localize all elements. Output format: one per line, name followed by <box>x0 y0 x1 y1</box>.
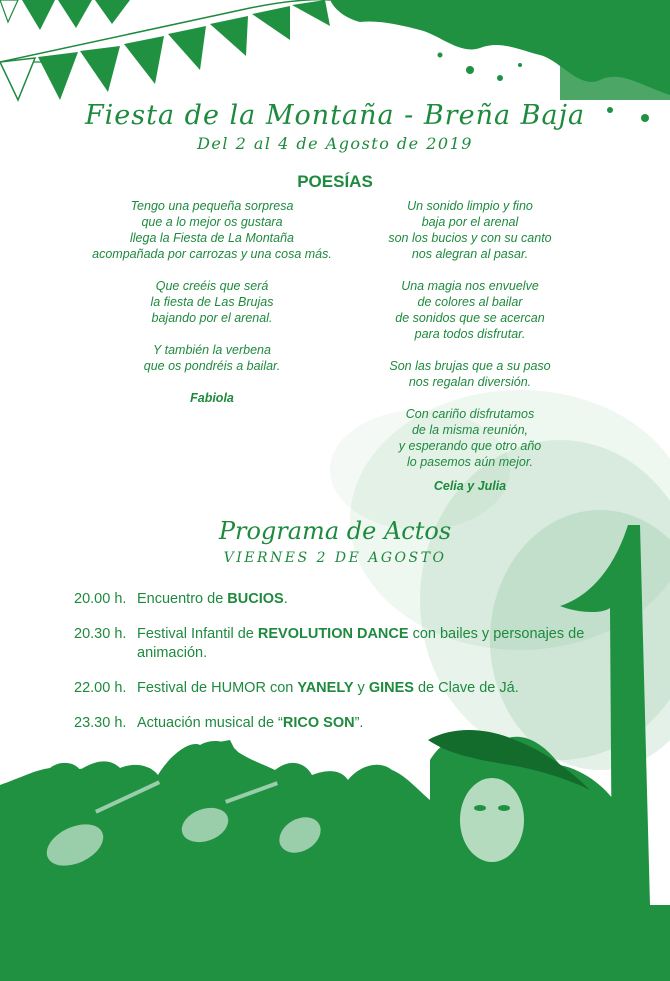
poem-line: de la misma reunión, <box>411 423 529 437</box>
poem-stanza <box>340 198 600 262</box>
event-description <box>137 679 614 698</box>
poem-author: Fabiola <box>190 391 234 405</box>
event-dates: Del 2 al 4 de Agosto de 2019 <box>197 134 473 153</box>
event-text: ”. <box>354 715 364 731</box>
poem-line: para todos disfrutar. <box>414 327 526 341</box>
poem-author: Celia y Julia <box>433 479 507 493</box>
event-time: 20.30 h. <box>74 626 127 642</box>
poem-line: bajando por el arenal. <box>151 311 273 325</box>
event-description <box>137 590 614 609</box>
poem-line: Tengo una pequeña sorpresa <box>130 199 294 213</box>
poem-line: y esperando que otro año <box>398 439 542 453</box>
poem-line: que os pondréis a bailar. <box>143 359 281 373</box>
poem-line: Que creéis que será <box>155 279 269 293</box>
event-time: 20.00 h. <box>74 591 127 607</box>
event-highlight: GINES <box>368 680 414 696</box>
poem-stanza <box>340 406 600 470</box>
poem-line: baja por el arenal <box>421 215 519 229</box>
poem-stanza <box>82 278 342 326</box>
event-row <box>74 625 614 663</box>
event-time: 22.00 h. <box>74 680 127 696</box>
programa-day: VIERNES 2 DE AGOSTO <box>223 550 447 566</box>
poem-line: Son las brujas que a su paso <box>389 359 551 373</box>
poem-line: acompañada por carrozas y una cosa más. <box>92 247 332 261</box>
poem-stanza <box>340 358 600 390</box>
event-highlight: BUCIOS <box>227 591 284 607</box>
poem-stanza <box>82 342 342 374</box>
event-text: Festival Infantil de <box>137 626 258 642</box>
bottom-green-band <box>0 905 670 981</box>
event-text: y <box>353 680 369 696</box>
event-row <box>74 679 614 698</box>
poem-line: son los bucios y con su canto <box>388 231 552 245</box>
event-title: Fiesta de la Montaña - Breña Baja <box>84 100 586 131</box>
poem-line: Y también la verbena <box>153 343 271 357</box>
event-row <box>74 590 614 609</box>
poem-line: la fiesta de Las Brujas <box>150 295 274 309</box>
poem-stanza <box>340 278 600 342</box>
event-highlight: RICO SON <box>282 715 355 731</box>
poem-line: llega la Fiesta de La Montaña <box>130 231 294 245</box>
poem-line: nos alegran al pasar. <box>411 247 529 261</box>
event-text: con bailes y personajes de animación. <box>137 626 585 661</box>
poem-line: Una magia nos envuelve <box>401 279 539 293</box>
programa-title-text: Programa de Actos <box>218 517 452 545</box>
event-text: . <box>283 591 288 607</box>
poem-line: lo pasemos aún mejor. <box>407 455 533 469</box>
bunting-flags <box>0 0 330 100</box>
poem-line: nos regalan diversión. <box>408 375 532 389</box>
event-description <box>137 625 614 663</box>
programa-title <box>0 517 670 545</box>
poem-line: Con cariño disfrutamos <box>405 407 535 421</box>
poem-left <box>82 198 342 406</box>
event-highlight: REVOLUTION DANCE <box>257 626 409 642</box>
event-highlight: YANELY <box>297 680 354 696</box>
poem-stanza <box>82 198 342 262</box>
poem-line: que a lo mejor os gustara <box>141 215 283 229</box>
event-text: Festival de HUMOR con <box>137 680 298 696</box>
poem-line: Un sonido limpio y fino <box>407 199 533 213</box>
poem-right <box>340 198 600 494</box>
poem-line: de sonidos que se acercan <box>395 311 545 325</box>
event-description <box>137 714 614 733</box>
poem-line: de colores al bailar <box>417 295 523 309</box>
event-row <box>74 714 614 733</box>
event-time: 23.30 h. <box>74 715 127 731</box>
event-list <box>74 590 614 749</box>
event-text: de Clave de Já. <box>413 680 519 696</box>
event-text: Encuentro de <box>137 591 228 607</box>
poems-heading: POESÍAS <box>297 172 373 191</box>
event-text: Actuación musical de “ <box>137 715 283 731</box>
